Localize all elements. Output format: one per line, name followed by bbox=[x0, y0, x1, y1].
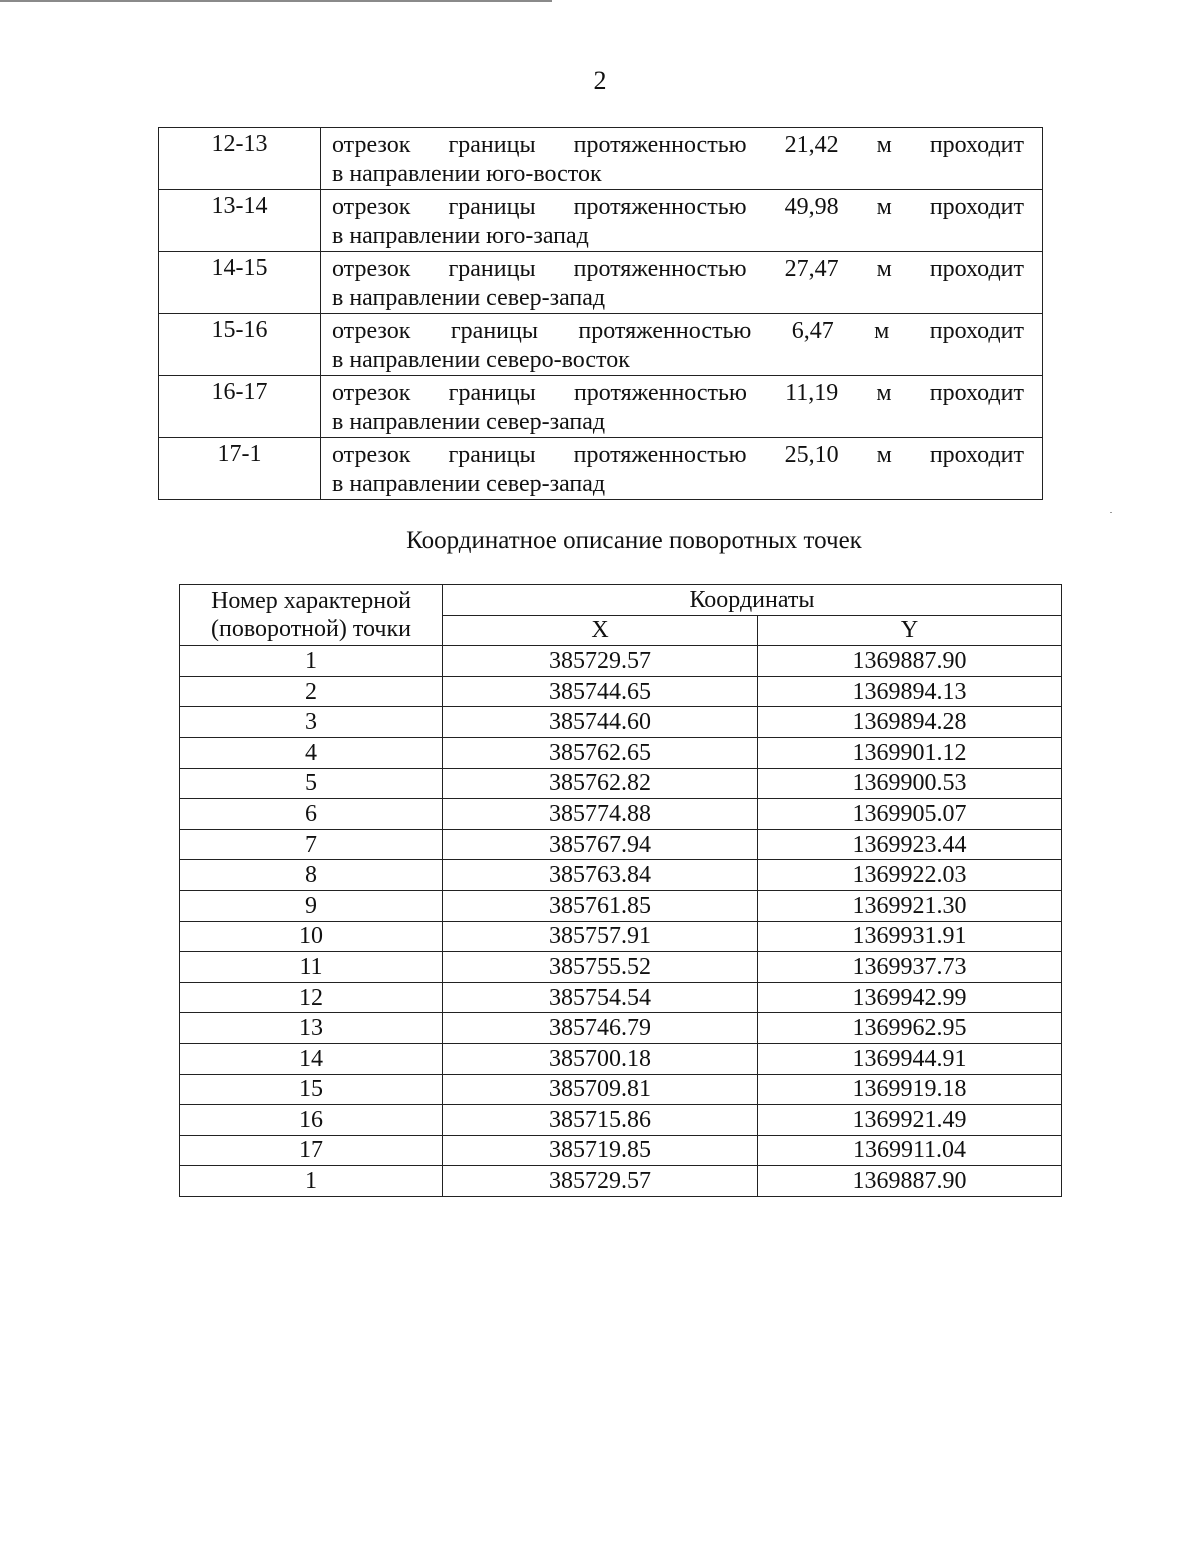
segment-word: 21,42 bbox=[784, 132, 839, 158]
coordinate-row bbox=[180, 737, 1062, 768]
y-cell: 1369911.04 bbox=[758, 1135, 1062, 1166]
coordinate-row bbox=[180, 676, 1062, 707]
segment-word: протяженностью bbox=[573, 132, 747, 158]
segment-row bbox=[159, 190, 1043, 252]
y-cell: 1369942.99 bbox=[758, 982, 1062, 1013]
segment-word: границы bbox=[450, 318, 538, 344]
segment-description bbox=[321, 190, 1043, 252]
coordinate-row bbox=[180, 921, 1062, 952]
segment-word: границы bbox=[448, 256, 536, 282]
segment-direction: в направлении север-запад bbox=[332, 285, 606, 311]
segment-id: 15-16 bbox=[159, 314, 321, 376]
segment-word: 49,98 bbox=[784, 194, 839, 220]
coordinates-table bbox=[179, 584, 1062, 1197]
segment-word: проходит bbox=[929, 380, 1024, 406]
segment-row bbox=[159, 128, 1043, 190]
coordinate-row bbox=[180, 1013, 1062, 1044]
y-cell: 1369887.90 bbox=[758, 1166, 1062, 1197]
segment-word: м bbox=[876, 442, 892, 468]
coordinate-row bbox=[180, 1166, 1062, 1197]
coordinate-row bbox=[180, 646, 1062, 677]
x-cell: 385729.57 bbox=[443, 1166, 758, 1197]
x-cell: 385744.65 bbox=[443, 676, 758, 707]
section-title: Координатное описание поворотных точек bbox=[406, 527, 862, 554]
segment-word: проходит bbox=[929, 132, 1024, 158]
segment-direction: в направлении юго-запад bbox=[332, 223, 589, 249]
point-number-cell: 2 bbox=[180, 676, 443, 707]
segment-description bbox=[321, 128, 1043, 190]
segment-word: проходит bbox=[929, 318, 1024, 344]
x-cell: 385763.84 bbox=[443, 860, 758, 891]
coordinate-row bbox=[180, 1105, 1062, 1136]
point-number-cell: 8 bbox=[180, 860, 443, 891]
segment-word: 6,47 bbox=[791, 318, 834, 344]
segment-id: 13-14 bbox=[159, 190, 321, 252]
x-cell: 385754.54 bbox=[443, 982, 758, 1013]
x-cell: 385746.79 bbox=[443, 1013, 758, 1044]
y-cell: 1369900.53 bbox=[758, 768, 1062, 799]
y-cell: 1369887.90 bbox=[758, 646, 1062, 677]
coordinate-row bbox=[180, 952, 1062, 983]
segment-word: протяженностью bbox=[573, 194, 747, 220]
segment-description bbox=[321, 252, 1043, 314]
coordinate-row bbox=[180, 799, 1062, 830]
segment-word: отрезок bbox=[332, 380, 411, 406]
coordinates-group-header: Координаты bbox=[443, 585, 1062, 616]
y-cell: 1369921.30 bbox=[758, 890, 1062, 921]
segment-direction: в направлении север-запад bbox=[332, 409, 606, 435]
coordinates-body bbox=[180, 646, 1062, 1197]
segment-word: проходит bbox=[929, 442, 1024, 468]
point-number-cell: 16 bbox=[180, 1105, 443, 1136]
segment-direction: в направлении северо-восток bbox=[332, 347, 630, 373]
segment-word: границы bbox=[448, 194, 536, 220]
point-number-cell: 6 bbox=[180, 799, 443, 830]
point-number-cell: 7 bbox=[180, 829, 443, 860]
y-header: Y bbox=[758, 615, 1062, 646]
point-number-cell: 17 bbox=[180, 1135, 443, 1166]
x-cell: 385761.85 bbox=[443, 890, 758, 921]
boundary-segments-table bbox=[158, 127, 1043, 500]
x-cell: 385719.85 bbox=[443, 1135, 758, 1166]
y-cell: 1369923.44 bbox=[758, 829, 1062, 860]
segment-word: проходит bbox=[929, 256, 1024, 282]
point-number-cell: 10 bbox=[180, 921, 443, 952]
point-number-cell: 5 bbox=[180, 768, 443, 799]
segment-id: 12-13 bbox=[159, 128, 321, 190]
coordinate-row bbox=[180, 1043, 1062, 1074]
x-cell: 385715.86 bbox=[443, 1105, 758, 1136]
y-cell: 1369894.28 bbox=[758, 707, 1062, 738]
x-cell: 385762.82 bbox=[443, 768, 758, 799]
segment-row bbox=[159, 314, 1043, 376]
y-cell: 1369944.91 bbox=[758, 1043, 1062, 1074]
segment-direction: в направлении север-запад bbox=[332, 471, 606, 497]
point-number-cell: 3 bbox=[180, 707, 443, 738]
segment-id: 14-15 bbox=[159, 252, 321, 314]
segment-description-line1 bbox=[332, 379, 1024, 408]
y-cell: 1369921.49 bbox=[758, 1105, 1062, 1136]
x-cell: 385744.60 bbox=[443, 707, 758, 738]
segment-word: м bbox=[874, 318, 890, 344]
segment-description bbox=[321, 376, 1043, 438]
segment-word: границы bbox=[448, 380, 536, 406]
segment-word: м bbox=[876, 380, 892, 406]
segment-description-line1 bbox=[332, 193, 1024, 222]
segment-row bbox=[159, 376, 1043, 438]
x-cell: 385762.65 bbox=[443, 737, 758, 768]
point-header-line2: (поворотной) точки bbox=[211, 616, 411, 643]
segment-row bbox=[159, 252, 1043, 314]
coordinate-row bbox=[180, 890, 1062, 921]
point-number-cell: 12 bbox=[180, 982, 443, 1013]
coordinates-header bbox=[180, 585, 1062, 646]
coordinate-row bbox=[180, 982, 1062, 1013]
point-number-cell: 15 bbox=[180, 1074, 443, 1105]
coordinate-row bbox=[180, 829, 1062, 860]
x-cell: 385709.81 bbox=[443, 1074, 758, 1105]
segment-id: 16-17 bbox=[159, 376, 321, 438]
y-cell: 1369894.13 bbox=[758, 676, 1062, 707]
segment-word: протяженностью bbox=[573, 380, 747, 406]
segment-word: границы bbox=[448, 132, 536, 158]
y-cell: 1369905.07 bbox=[758, 799, 1062, 830]
x-cell: 385729.57 bbox=[443, 646, 758, 677]
y-cell: 1369962.95 bbox=[758, 1013, 1062, 1044]
page-number: 2 bbox=[593, 66, 607, 95]
point-number-cell: 13 bbox=[180, 1013, 443, 1044]
x-cell: 385774.88 bbox=[443, 799, 758, 830]
scan-edge-line bbox=[0, 0, 552, 2]
segment-word: отрезок bbox=[332, 132, 411, 158]
x-cell: 385767.94 bbox=[443, 829, 758, 860]
point-number-cell: 4 bbox=[180, 737, 443, 768]
segment-word: проходит bbox=[929, 194, 1024, 220]
segment-word: отрезок bbox=[332, 256, 411, 282]
segment-word: 11,19 bbox=[785, 380, 839, 406]
segment-id: 17-1 bbox=[159, 438, 321, 500]
point-number-header bbox=[180, 585, 443, 646]
segment-description-line1 bbox=[332, 441, 1024, 470]
segment-word: м bbox=[876, 132, 892, 158]
y-cell: 1369922.03 bbox=[758, 860, 1062, 891]
point-header-line1: Номер характерной bbox=[211, 588, 411, 615]
point-number-cell: 11 bbox=[180, 952, 443, 983]
point-number-cell: 1 bbox=[180, 646, 443, 677]
segment-word: границы bbox=[448, 442, 536, 468]
x-cell: 385755.52 bbox=[443, 952, 758, 983]
segment-word: 27,47 bbox=[784, 256, 839, 282]
coordinate-row bbox=[180, 1074, 1062, 1105]
segment-row bbox=[159, 438, 1043, 500]
coordinate-row bbox=[180, 768, 1062, 799]
y-cell: 1369937.73 bbox=[758, 952, 1062, 983]
segment-word: отрезок bbox=[332, 318, 411, 344]
segment-word: отрезок bbox=[332, 442, 411, 468]
point-number-cell: 9 bbox=[180, 890, 443, 921]
segment-word: протяженностью bbox=[573, 256, 747, 282]
segment-word: м bbox=[876, 256, 892, 282]
segment-word: 25,10 bbox=[784, 442, 839, 468]
segment-description bbox=[321, 438, 1043, 500]
y-cell: 1369919.18 bbox=[758, 1074, 1062, 1105]
coordinate-row bbox=[180, 1135, 1062, 1166]
segment-word: м bbox=[876, 194, 892, 220]
x-cell: 385757.91 bbox=[443, 921, 758, 952]
segment-word: отрезок bbox=[332, 194, 411, 220]
y-cell: 1369901.12 bbox=[758, 737, 1062, 768]
coordinate-row bbox=[180, 707, 1062, 738]
segment-description-line1 bbox=[332, 131, 1024, 160]
y-cell: 1369931.91 bbox=[758, 921, 1062, 952]
x-header: X bbox=[443, 615, 758, 646]
x-cell: 385700.18 bbox=[443, 1043, 758, 1074]
segment-description bbox=[321, 314, 1043, 376]
segment-word: протяженностью bbox=[578, 318, 752, 344]
segment-direction: в направлении юго-восток bbox=[332, 161, 602, 187]
point-number-cell: 1 bbox=[180, 1166, 443, 1197]
segments-body bbox=[159, 128, 1043, 500]
scan-speck bbox=[1110, 512, 1112, 513]
coordinate-row bbox=[180, 860, 1062, 891]
segment-word: протяженностью bbox=[573, 442, 747, 468]
segment-description-line1 bbox=[332, 255, 1024, 284]
point-number-cell: 14 bbox=[180, 1043, 443, 1074]
segment-description-line1 bbox=[332, 317, 1024, 346]
